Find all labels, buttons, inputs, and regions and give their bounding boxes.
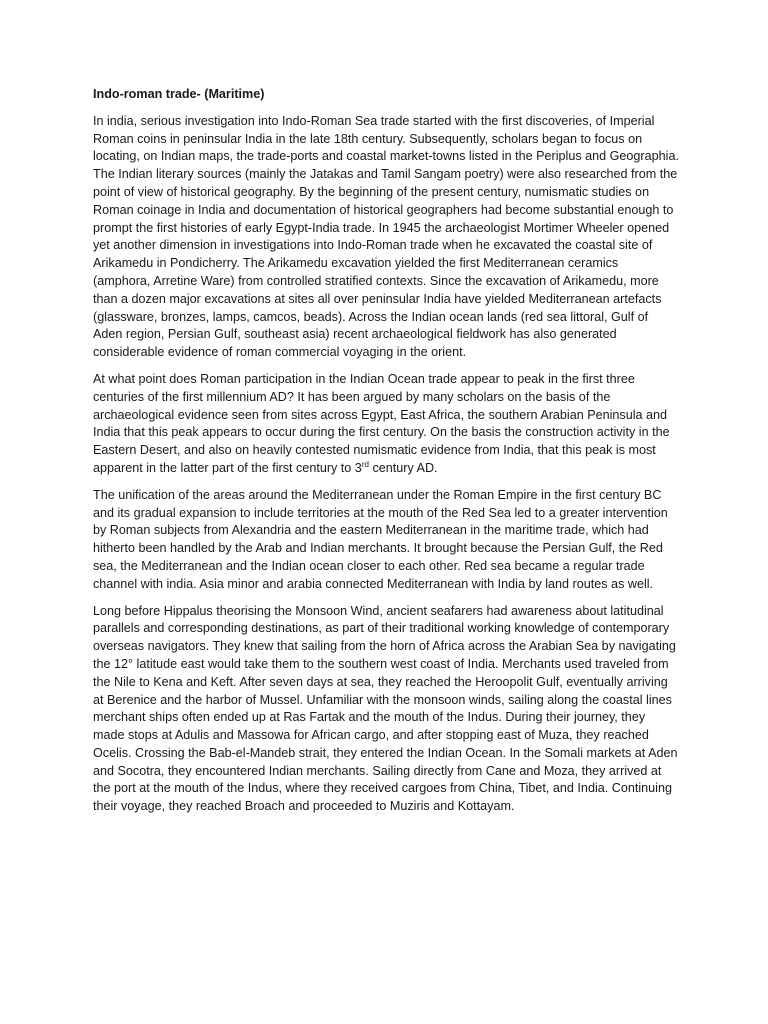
document-page: [93, 86, 679, 825]
paragraph-1: In india, serious investigation into Indo-Roman Sea trade started with the first discoveries, of Imperial Roman coins in peninsular India in the late 18th century. Subsequently, scholars began to focus on locating, on Indian maps, the trade-ports and coastal market-towns listed in the Periplus and Geographia. The Indian literary sources (mainly the Jatakas and Tamil Sangam poetry) were also researched from the point of view of historical geography. By the beginning of the present century, numismatic studies on Roman coinage in India and documentation of historical geographers had become substantial enough to prompt the first histories of early Egypt-India trade. In 1945 the archaeologist Mortimer Wheeler opened yet another dimension in investigations into Indo-Roman trade when he excavated the coastal site of Arikamedu in Pondicherry. The Arikamedu excavation yielded the first Mediterranean ceramics (amphora, Arretine Ware) from controlled stratified contexts. Since the excavation of Arikamedu, more than a dozen major excavations at sites all over peninsular India have yielded Mediterranean artefacts (glassware, bronzes, lamps, camcos, beads). Across the Indian ocean lands (red sea littoral, Gulf of Aden region, Persian Gulf, southeast asia) recent archaeological fieldwork has also generated considerable evidence of roman commercial voyaging in the orient.: [93, 113, 679, 360]
paragraph-3: The unification of the areas around the Mediterranean under the Roman Empire in the first century BC and its gradual expansion to include territories at the mouth of the Red Sea led to a greater intervention by Roman subjects from Alexandria and the eastern Mediterranean in the maritime trade, which had hitherto been handled by the Arab and Indian merchants. It brought because the Persian Gulf, the Red sea, the Mediterranean and the Indian ocean closer to each other. Red sea became a regular trade channel with india. Asia minor and arabia connected Mediterranean with India by land routes as well.: [93, 487, 668, 591]
paragraph-2-text-end: century AD.: [368, 460, 438, 475]
paragraph-4: Long before Hippalus theorising the Monsoon Wind, ancient seafarers had awareness about latitudinal parallels and corresponding destinations, as part of their traditional working knowledge of contemporary overseas navigators. They knew that sailing from the horn of Africa across the Arabian Sea by navigating the 12° latitude east would take them to the southern west coast of India. Merchants used traveled from the Nile to Kena and Keft. After seven days at sea, they reached the Heroopolit Gulf, eventually arriving at Berenice and the harbor of Mussel. Unfamiliar with the monsoon winds, sailing along the coastal lines merchant ships often ended up at Ras Fartak and the mouth of the Indus. During their journey, they made stops at Adulis and Massowa for African cargo, and after stopping east of Muza, they reached Ocelis. Crossing the Bab-el-Mandeb strait, they entered the Indian Ocean. In the Somali markets at Aden and Socotra, they encountered Indian merchants. Sailing directly from Cane and Moza, they arrived at the port at the mouth of the Indus, where they received cargoes from China, Tibet, and India. Continuing their voyage, they reached Broach and proceeded to Muziris and Kottayam.: [93, 603, 678, 814]
paragraph-2: [93, 371, 679, 478]
ordinal-suffix: rd: [361, 459, 369, 469]
document-title: Indo-roman trade- (Maritime): [93, 87, 265, 101]
paragraph-2-text: At what point does Roman participation in the Indian Ocean trade appear to peak in the first three centuries of the first millennium AD? It has been argued by many scholars on the basis of the archaeological evidence seen from sites across Egypt, East Africa, the southern Arabian Peninsula and India that this peak appears to occur during the first century. On the basis the construction activity in the Eastern Desert, and also on heavily contested numismatic evidence from India, that this peak is most apparent in the latter part of the first century to 3: [93, 371, 670, 475]
